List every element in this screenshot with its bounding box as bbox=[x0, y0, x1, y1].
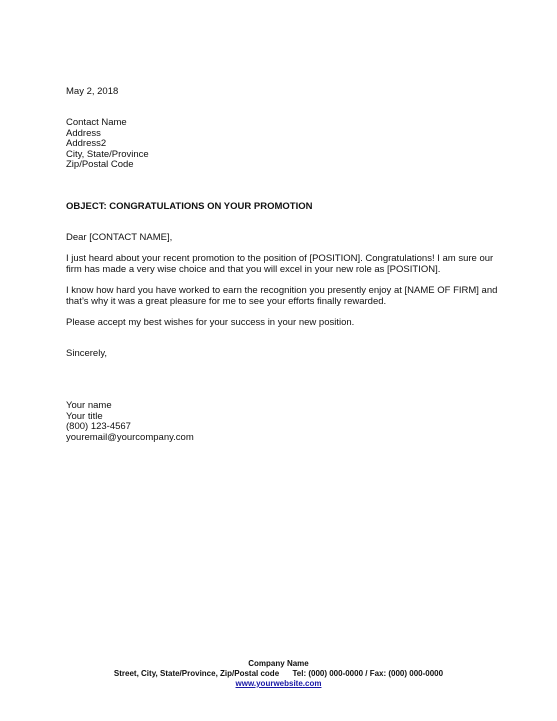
footer-website-link[interactable]: www.yourwebsite.com bbox=[235, 679, 322, 688]
recipient-address-block bbox=[66, 118, 496, 171]
salutation-text: Dear [CONTACT NAME], bbox=[66, 232, 173, 243]
body-paragraph-2 bbox=[66, 286, 496, 307]
signature-title: Your title bbox=[66, 410, 103, 422]
body-paragraph-3 bbox=[66, 318, 496, 329]
company-footer bbox=[0, 659, 557, 689]
recipient-city: City, State/Province bbox=[66, 148, 149, 160]
paragraph-2-line-1: I know how hard you have worked to earn the recognition you presently enjoy at [NAME OF FIRM] and bbox=[66, 285, 498, 296]
paragraph-1-line-2: firm has made a very wise choice and that you will excel in your new role as [POSITION]. bbox=[66, 263, 441, 275]
recipient-address2: Address2 bbox=[66, 138, 107, 149]
body-paragraph-1 bbox=[66, 254, 496, 275]
letter-closing bbox=[66, 349, 496, 360]
closing-text: Sincerely, bbox=[66, 348, 108, 359]
signature-block bbox=[66, 401, 496, 443]
signature-phone: (800) 123-4567 bbox=[66, 421, 131, 432]
recipient-name: Contact Name bbox=[66, 117, 127, 128]
subject-text: OBJECT: CONGRATULATIONS ON YOUR PROMOTION bbox=[66, 201, 313, 212]
paragraph-2-line-2: that’s why it was a great pleasure for me to see your efforts finally rewarded. bbox=[66, 295, 387, 307]
signature-name: Your name bbox=[66, 400, 112, 411]
date-text: May 2, 2018 bbox=[66, 86, 119, 97]
recipient-address: Address bbox=[66, 127, 101, 139]
footer-company-name: Company Name bbox=[248, 659, 309, 668]
recipient-zip: Zip/Postal Code bbox=[66, 159, 134, 170]
paragraph-1-line-1: I just heard about your recent promotion to the position of [POSITION]. Congratulations! I am sure our bbox=[66, 253, 494, 264]
footer-address-line: Street, City, State/Province, Zip/Postal code Tel: (000) 000-0000 / Fax: (000) 000-0000 bbox=[113, 669, 444, 678]
paragraph-3-text: Please accept my best wishes for your success in your new position. bbox=[66, 317, 355, 328]
signature-email: youremail@yourcompany.com bbox=[66, 431, 194, 443]
letter-subject bbox=[66, 202, 496, 213]
letter-salutation bbox=[66, 233, 496, 244]
letter-date bbox=[66, 87, 496, 98]
